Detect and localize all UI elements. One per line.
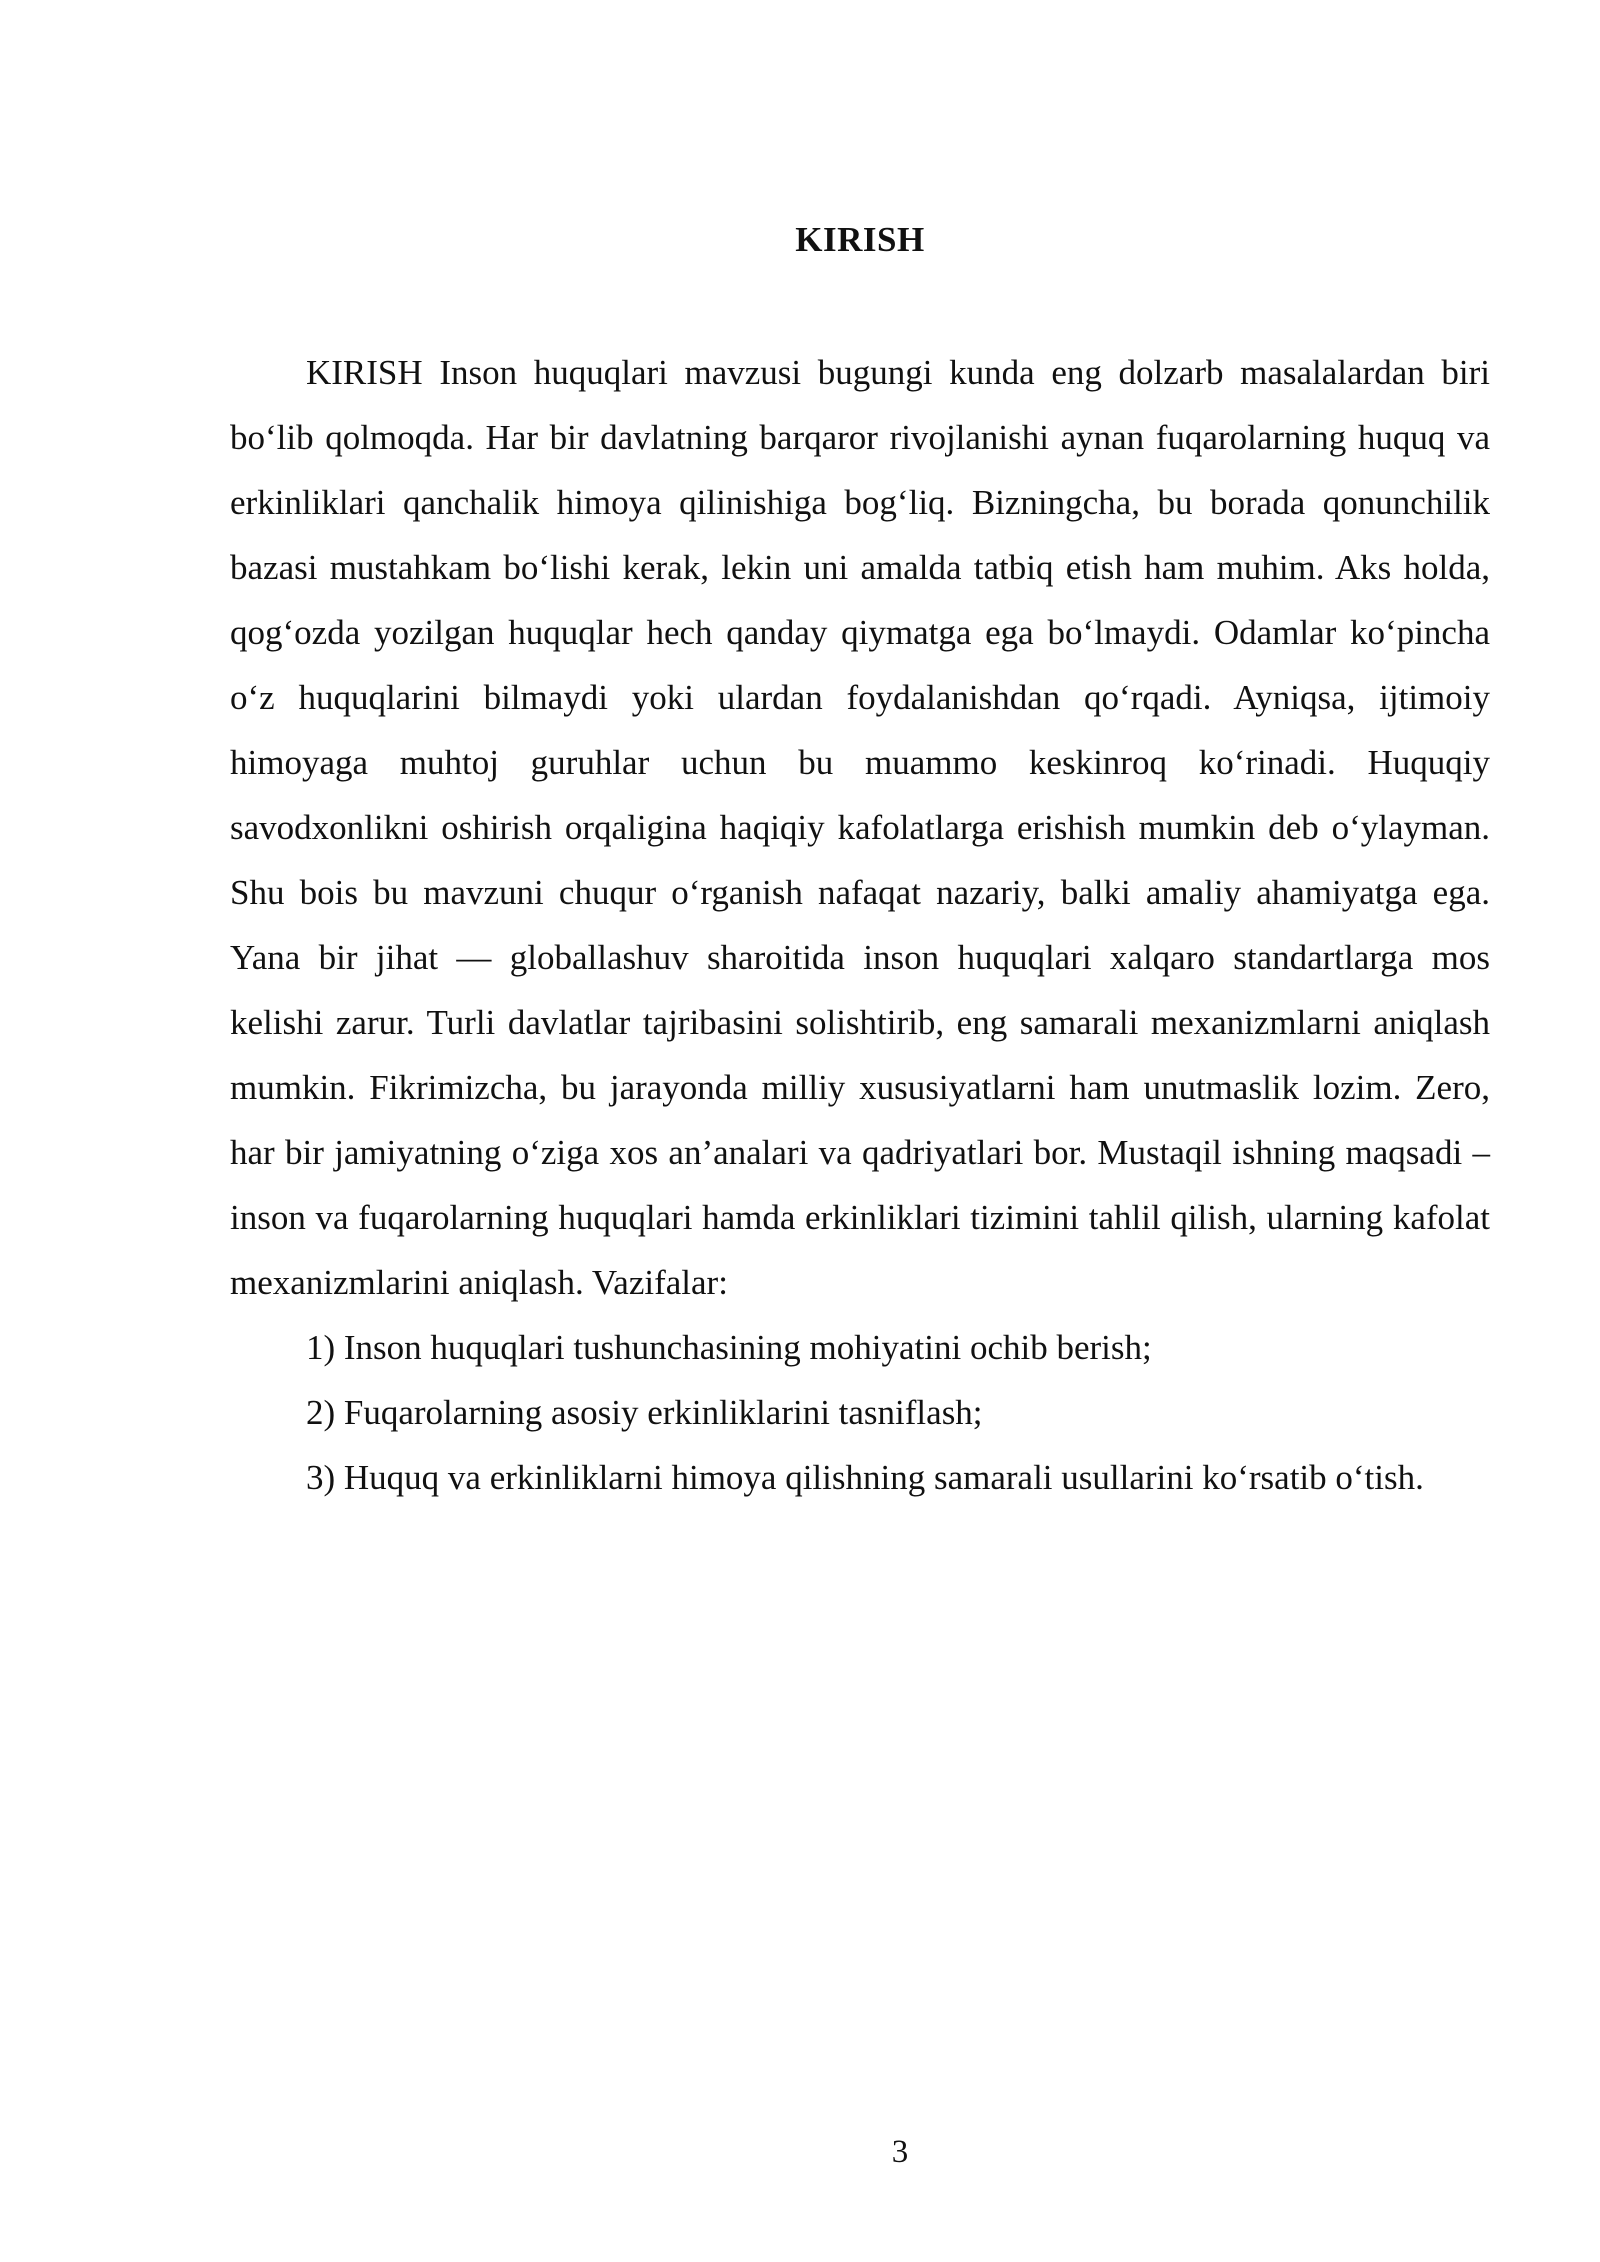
task-item-1: 1) Inson huquqlari tushunchasining mohiyatini ochib berish; [306, 1328, 1152, 1367]
intro-paragraph: KIRISH Inson huquqlari mavzusi bugungi kunda eng dolzarb masalalardan biri bo‘lib qolmoqda. Har bir davlatning barqaror rivojlanishi aynan fuqarolarning huquq va erkinliklari qanchalik himoya qilinishiga bog‘liq. Bizningcha, bu borada qonunchilik bazasi mustahkam bo‘lishi kerak, lekin uni amalda tatbiq etish ham muhim. Aks holda, qog‘ozda yozilgan huquqlar hech qanday qiymatga ega bo‘lmaydi. Odamlar ko‘pincha o‘z huquqlarini bilmaydi yoki ulardan foydalanishdan qo‘rqadi. Ayniqsa, ijtimoiy himoyaga muhtoj guruhlar uchun bu muammo keskinroq ko‘rinadi. Huquqiy savodxonlikni oshirish orqaligina haqiqiy kafolatlarga erishish mumkin deb o‘ylayman. Shu bois bu mavzuni chuqur o‘rganish nafaqat nazariy, balki amaliy ahamiyatga ega. Yana bir jihat — globallashuv sharoitida inson huquqlari xalqaro standartlarga mos kelishi zarur. Turli davlatlar tajribasini solishtirib, eng samarali mexanizmlarni aniqlash mumkin. Fikrimizcha, bu jarayonda milliy xususiyatlarni ham unutmaslik lozim. Zero, har bir jamiyatning o‘ziga xos an’analari va qadriyatlari bor. Mustaqil ishning maqsadi – inson va fuqarolarning huquqlari hamda erkinliklari tizimini tahlil qilish, ularning kafolat mexanizmlarini aniqlash. Vazifalar: [230, 353, 1490, 1302]
task-item-3: 3) Huquq va erkinliklarni himoya qilishning samarali usullarini ko‘rsatib o‘tish. [306, 1458, 1424, 1497]
page-number: 3 [891, 2134, 909, 2170]
body-text [230, 340, 1490, 1510]
task-item-2: 2) Fuqarolarning asosiy erkinliklarini tasniflash; [306, 1393, 983, 1432]
section-title: KIRISH [795, 220, 925, 259]
